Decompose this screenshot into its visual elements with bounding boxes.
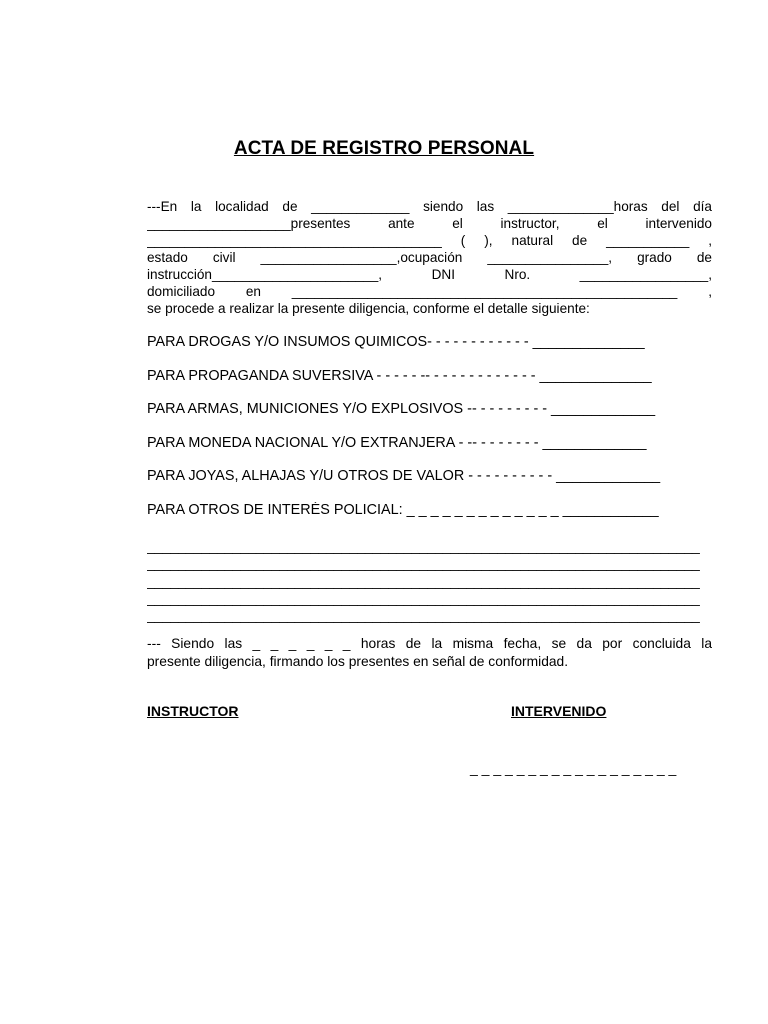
blank-line: _______________________________________________________________________ bbox=[147, 607, 700, 624]
closing-line: --- Siendo las _ _ _ _ _ _ horas de la misma fecha, se da por concluida la bbox=[147, 636, 712, 651]
item-otros: PARA OTROS DE INTERÉS POLICIAL: _ _ _ _ _ _ _ _ _ _ _ _ _ ____________ bbox=[147, 502, 659, 518]
blank-line: _______________________________________________________________________ bbox=[147, 555, 700, 572]
blank-lines bbox=[147, 538, 707, 624]
intro-line: instrucción______________________, DNI Nro. _________________, bbox=[147, 267, 712, 282]
item-joyas: PARA JOYAS, ALHAJAS Y/U OTROS DE VALOR - - - - - - - - - - _____________ bbox=[147, 468, 661, 484]
intro-paragraph bbox=[147, 198, 712, 317]
document-title: ACTA DE REGISTRO PERSONAL bbox=[233, 138, 535, 159]
item-propaganda: PARA PROPAGANDA SUVERSIVA - - - - - -- - - - - - - - - - - - - ______________ bbox=[147, 368, 652, 384]
closing-paragraph bbox=[147, 635, 712, 671]
item-moneda: PARA MONEDA NACIONAL Y/O EXTRANJERA - -- - - - - - - - _____________ bbox=[147, 435, 647, 451]
intro-line: estado civil __________________,ocupación ________________, grado de bbox=[147, 250, 712, 265]
signature-line: _ _ _ _ _ _ _ _ _ _ _ _ _ _ _ _ _ _ bbox=[470, 760, 677, 776]
closing-line: presente diligencia, firmando los presentes en señal de conformidad. bbox=[147, 654, 569, 669]
instructor-label: INSTRUCTOR bbox=[147, 703, 239, 719]
blank-line: _______________________________________________________________________ bbox=[147, 572, 700, 589]
intro-line: _______________________________________ ( ), natural de ___________ , bbox=[147, 233, 712, 248]
item-armas: PARA ARMAS, MUNICIONES Y/O EXPLOSIVOS -- - - - - - - - - _____________ bbox=[147, 401, 656, 417]
intervenido-label: INTERVENIDO bbox=[511, 703, 607, 719]
item-drogas: PARA DROGAS Y/O INSUMOS QUIMICOS- - - - - - - - - - - - ______________ bbox=[147, 334, 645, 350]
intro-line: domiciliado en ___________________________________________________ , bbox=[147, 284, 712, 299]
blank-line: _______________________________________________________________________ bbox=[147, 538, 700, 554]
intro-line: se procede a realizar la presente diligencia, conforme el detalle siguiente: bbox=[147, 301, 590, 316]
intro-line: ---En la localidad de _____________ siendo las ______________horas del día bbox=[147, 199, 712, 214]
intro-line: ___________________presentes ante el instructor, el intervenido bbox=[147, 216, 712, 231]
blank-line: _______________________________________________________________________ bbox=[147, 589, 700, 606]
